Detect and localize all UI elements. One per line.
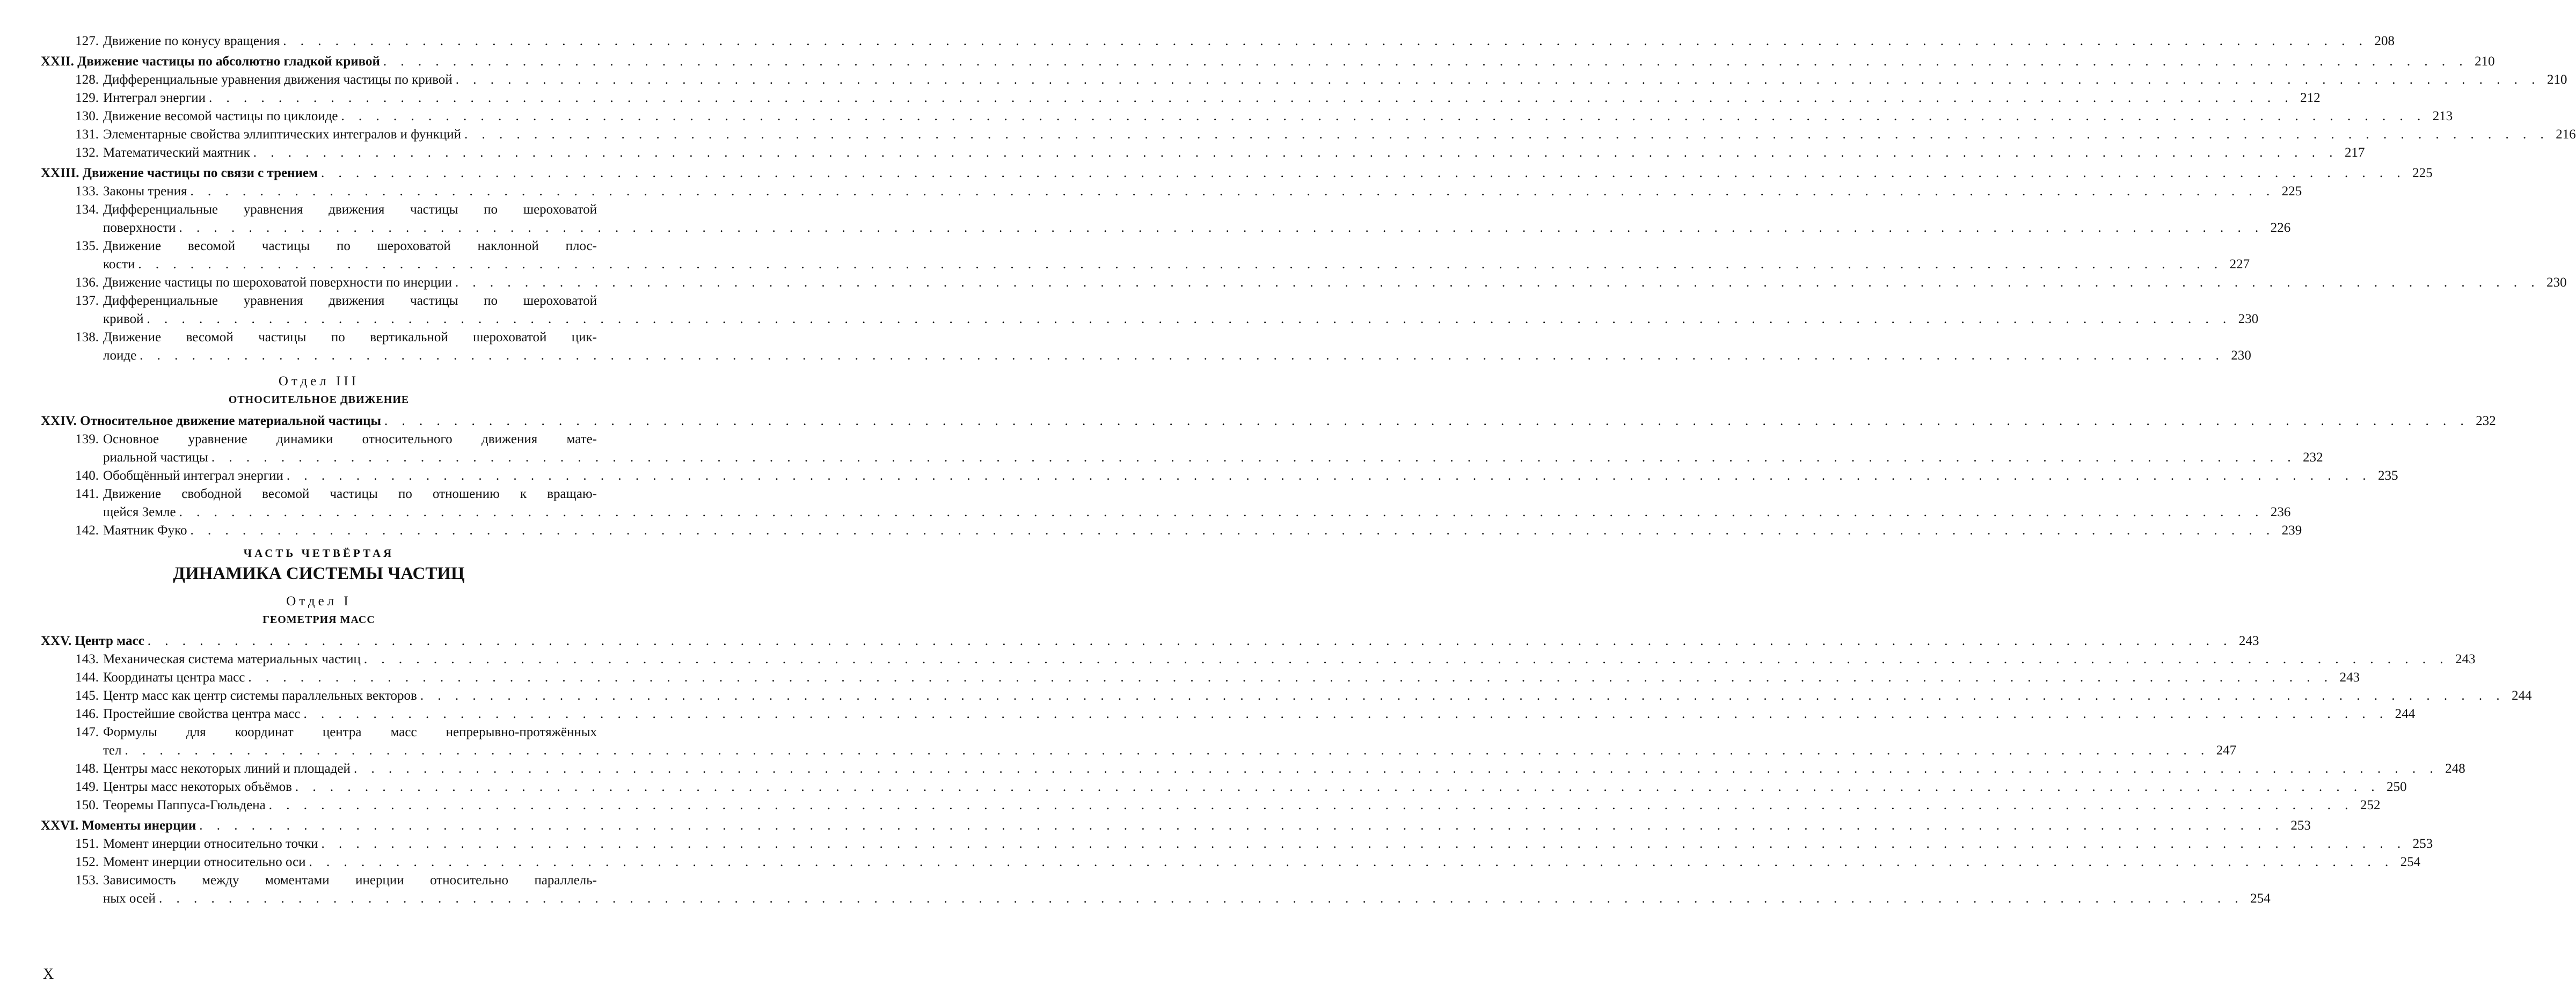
entry-line: [103, 310, 2259, 328]
entry-title-continued: кривой: [103, 312, 144, 326]
entry-number: 140.: [75, 468, 99, 483]
leader-dots: . . . . . . . . . . . . . . . . . . . . . . . . . . . . . . . . . . . . . . . . . . . . . . . . . . . . . . . . . . . . . . . . . . . . . . . . . . . . . . . . . . . . . . . . . . . . . . . . . . . . . . . . . . . . . . . . . . . . . . . .: [321, 166, 2406, 180]
entry-body: [41, 632, 2259, 650]
entry-body: [103, 835, 2433, 853]
entry-number: 141.: [75, 487, 99, 501]
entry-body: [41, 817, 2311, 835]
section-entry: [41, 760, 2465, 778]
entry-number: XXII.: [41, 54, 74, 69]
entry-body: [103, 32, 2395, 50]
entry-title: Механическая система материальных частиц: [103, 652, 361, 666]
page-ref: 225: [2281, 184, 2302, 199]
entry-title: Дифференциальные уравнения движения частицы по кривой: [103, 72, 453, 87]
leader-dots: . . . . . . . . . . . . . . . . . . . . . . . . . . . . . . . . . . . . . . . . . . . . . . . . . . . . . . . . . . . . . . . . . . . . . . . . . . . . . . . . . . . . . . . . . . . . . . . . . . . . . . . . . . . . . . . . . . . . . . . .: [295, 780, 2380, 794]
entry-line: [103, 705, 2416, 723]
part-heading: ДИНАМИКА СИСТЕМЫ ЧАСТИЦ: [173, 564, 465, 583]
section-entry: [41, 796, 2381, 815]
entry-body: [103, 853, 2421, 871]
page-ref: 236: [2270, 505, 2291, 519]
entry-line: [103, 835, 2433, 853]
leader-dots: . . . . . . . . . . . . . . . . . . . . . . . . . . . . . . . . . . . . . . . . . . . . . . . . . . . . . . . . . . . . . . . . . . . . . . . . . . . . . . . . . . . . . . . . . . . . . . . . . . . . . . . . . . . . . . . . . . . . . . . .: [341, 109, 2426, 123]
entry-number: XXV.: [41, 634, 72, 648]
page-ref: 250: [2387, 780, 2407, 794]
leader-dots: . . . . . . . . . . . . . . . . . . . . . . . . . . . . . . . . . . . . . . . . . . . . . . . . . . . . . . . . . . . . . . . . . . . . . . . . . . . . . . . . . . . . . . . . . . . . . . . . . . . . . . . . . . . . . . . . . . . . . . . .: [208, 91, 2294, 105]
entry-number: 147.: [75, 725, 99, 739]
entry-body: [103, 107, 2453, 126]
entry-title: Законы трения: [103, 184, 187, 199]
section-entry: [41, 723, 2237, 760]
entry-number: XXIV.: [41, 414, 77, 428]
entry-line: [103, 669, 2360, 687]
entry-title: Интеграл энергии: [103, 91, 206, 105]
entry-body: [103, 89, 2320, 107]
entry-title: Движение частицы по шероховатой поверхности по инерции: [103, 275, 452, 290]
page-ref: 253: [2412, 837, 2433, 851]
entry-number: 128.: [75, 72, 99, 87]
entry-body: [103, 467, 2398, 485]
leader-dots: . . . . . . . . . . . . . . . . . . . . . . . . . . . . . . . . . . . . . . . . . . . . . . . . . . . . . . . . . . . . . . . . . . . . . . . . . . . . . . . . . . . . . . . . . . . . . . . . . . . . . . . . . . . . . . . . . . . . . . . .: [383, 54, 2468, 69]
entry-title: Математический маятник: [103, 145, 250, 160]
entry-title-text: Моменты инерции: [82, 818, 196, 833]
leader-dots: . . . . . . . . . . . . . . . . . . . . . . . . . . . . . . . . . . . . . . . . . . . . . . . . . . . . . . . . . . . . . . . . . . . . . . . . . . . . . . . . . . . . . . . . . . . . . . . . . . . . . . . . . . . . . . . . . . . . . . . .: [248, 670, 2333, 685]
page-ref: 227: [2229, 257, 2250, 272]
entry-line: [103, 467, 2398, 485]
entry-number: 135.: [75, 239, 99, 253]
entry-title: Момент инерции относительно оси: [103, 855, 306, 869]
leader-dots: . . . . . . . . . . . . . . . . . . . . . . . . . . . . . . . . . . . . . . . . . . . . . . . . . . . . . . . . . . . . . . . . . . . . . . . . . . . . . . . . . . . . . . . . . . . . . . . . . . . . . . . . . . . . . . . . . . . . . . . .: [190, 184, 2275, 199]
entry-body: [41, 53, 2495, 71]
entry-line: [103, 853, 2421, 871]
entry-number: 144.: [75, 670, 99, 685]
part-heading: ОТНОСИТЕЛЬНОЕ ДВИЖЕНИЕ: [228, 394, 410, 406]
entry-number: 146.: [75, 707, 99, 721]
section-entry: [41, 144, 2365, 162]
entry-line: [103, 347, 2251, 365]
entry-title: Центры масс некоторых объёмов: [103, 780, 292, 794]
entry-body: [103, 705, 2416, 723]
section-entry: [41, 182, 2302, 201]
entry-title: Основное уравнение динамики относительного движения мате-: [103, 432, 597, 446]
section-entry: [41, 669, 2360, 687]
entry-title: Движение по конусу вращения: [103, 34, 280, 48]
leader-dots: . . . . . . . . . . . . . . . . . . . . . . . . . . . . . . . . . . . . . . . . . . . . . . . . . . . . . . . . . . . . . . . . . . . . . . . . . . . . . . . . . . . . . . . . . . . . . . . . . . . . . . . . . . . . . . . . . . . . . . . .: [455, 72, 2541, 87]
entry-body: [103, 778, 2407, 796]
part-heading: Отдел III: [278, 374, 360, 388]
entry-body: [103, 687, 2532, 705]
entry-number: 145.: [75, 688, 99, 703]
page-ref: 217: [2344, 145, 2365, 160]
page-ref: 253: [2290, 818, 2311, 833]
part-heading: ГЕОМЕТРИЯ МАСС: [262, 614, 375, 626]
entry-number: 139.: [75, 432, 99, 446]
leader-dots: . . . . . . . . . . . . . . . . . . . . . . . . . . . . . . . . . . . . . . . . . . . . . . . . . . . . . . . . . . . . . . . . . . . . . . . . . . . . . . . . . . . . . . . . . . . . . . . . . . . . . . . . . . . . . . . . . . . . . . . .: [321, 837, 2406, 851]
entry-number: 131.: [75, 127, 99, 142]
entry-line: [103, 219, 2291, 237]
chapter-entry: [41, 164, 2433, 182]
leader-dots: . . . . . . . . . . . . . . . . . . . . . . . . . . . . . . . . . . . . . . . . . . . . . . . . . . . . . . . . . . . . . . . . . . . . . . . . . . . . . . . . . . . . . . . . . . . . . . . . . . . . . . . . . . . . . . . . . . . . . . . .: [125, 743, 2210, 758]
entry-title: Движение весомой частицы по шероховатой наклонной плос-: [103, 239, 597, 253]
entry-number: 127.: [75, 34, 99, 48]
entry-title-continued: риальной частицы: [103, 450, 208, 465]
page-ref: 244: [2395, 707, 2416, 721]
entry-line: [103, 778, 2407, 796]
chapter-entry: [41, 817, 2311, 835]
entry-number: 143.: [75, 652, 99, 666]
entry-title-text: Относительное движение материальной частицы: [80, 414, 381, 428]
page-ref: 243: [2339, 670, 2360, 685]
entry-line: [103, 107, 2453, 126]
entry-body: [103, 650, 2476, 669]
section-entry: [41, 778, 2407, 796]
section-entry: [41, 126, 2576, 144]
entry-number: 129.: [75, 91, 99, 105]
entry-body: [103, 126, 2576, 144]
section-entry: [41, 71, 2567, 89]
entry-body: [103, 144, 2365, 162]
part-heading: Отдел I: [286, 594, 352, 609]
entry-title-continued: тел: [103, 743, 122, 758]
entry-title: Теоремы Паппуса-Гюльдена: [103, 798, 266, 812]
section-entry: [41, 32, 2395, 50]
entry-title: Обобщённый интеграл энергии: [103, 468, 283, 483]
page-ref: 243: [2238, 634, 2259, 648]
page-ref: 230: [2238, 312, 2259, 326]
entry-number: XXIII.: [41, 166, 79, 180]
entry-title-continued: щейся Земле: [103, 505, 176, 519]
entry-title-continued: поверхности: [103, 221, 176, 235]
page-ref: 225: [2412, 166, 2433, 180]
page-ref: 239: [2281, 523, 2302, 538]
page-ref: 247: [2216, 743, 2237, 758]
entry-title-text: Центр масс: [75, 634, 144, 648]
page-ref: 210: [2546, 72, 2567, 87]
section-entry: [41, 274, 2567, 292]
leader-dots: . . . . . . . . . . . . . . . . . . . . . . . . . . . . . . . . . . . . . . . . . . . . . . . . . . . . . . . . . . . . . . . . . . . . . . . . . . . . . . . . . . . . . . . . . . . . . . . . . . . . . . . . . . . . . . . . . . . . . . . .: [140, 348, 2224, 363]
entry-title-continued: лоиде: [103, 348, 137, 363]
chapter-entry: [41, 412, 2496, 430]
page-number: X: [43, 966, 54, 983]
entry-number: 130.: [75, 109, 99, 123]
section-entry: [41, 705, 2416, 723]
section-entry: [41, 430, 2323, 467]
page-ref: 210: [2475, 54, 2495, 69]
entry-line: [41, 53, 2495, 71]
entry-body: [103, 669, 2360, 687]
entry-number: 142.: [75, 523, 99, 538]
leader-dots: . . . . . . . . . . . . . . . . . . . . . . . . . . . . . . . . . . . . . . . . . . . . . . . . . . . . . . . . . . . . . . . . . . . . . . . . . . . . . . . . . . . . . . . . . . . . . . . . . . . . . . . . . . . . . . . . . . . . . . . .: [309, 855, 2394, 869]
leader-dots: . . . . . . . . . . . . . . . . . . . . . . . . . . . . . . . . . . . . . . . . . . . . . . . . . . . . . . . . . . . . . . . . . . . . . . . . . . . . . . . . . . . . . . . . . . . . . . . . . . . . . . . . . . . . . . . . . . . . . . . .: [303, 707, 2389, 721]
page-ref: 244: [2512, 688, 2532, 703]
entry-body: [103, 182, 2302, 201]
entry-title: [41, 53, 380, 71]
entry-number: 136.: [75, 275, 99, 290]
entry-number: 152.: [75, 855, 99, 869]
section-entry: [41, 292, 2259, 328]
leader-dots: . . . . . . . . . . . . . . . . . . . . . . . . . . . . . . . . . . . . . . . . . . . . . . . . . . . . . . . . . . . . . . . . . . . . . . . . . . . . . . . . . . . . . . . . . . . . . . . . . . . . . . . . . . . . . . . . . . . . . . . .: [199, 818, 2285, 833]
entry-line: [41, 164, 2433, 182]
table-of-contents: [41, 32, 2576, 908]
section-entry: [41, 687, 2532, 705]
section-entry: [41, 650, 2476, 669]
entry-line: [41, 632, 2259, 650]
leader-dots: . . . . . . . . . . . . . . . . . . . . . . . . . . . . . . . . . . . . . . . . . . . . . . . . . . . . . . . . . . . . . . . . . . . . . . . . . . . . . . . . . . . . . . . . . . . . . . . . . . . . . . . . . . . . . . . . . . . . . . . .: [353, 761, 2439, 776]
entry-title: [41, 164, 318, 182]
entry-title: Дифференциальные уравнения движения частицы по шероховатой: [103, 202, 597, 217]
entry-line: [103, 760, 2465, 778]
entry-title: Движение весомой частицы по вертикальной шероховатой цик-: [103, 330, 597, 344]
entry-line: [41, 817, 2311, 835]
section-entry: [41, 201, 2291, 237]
entry-body: [103, 237, 2250, 274]
entry-title: Центры масс некоторых линий и площадей: [103, 761, 351, 776]
entry-number: 148.: [75, 761, 99, 776]
page-ref: 216: [2556, 127, 2576, 142]
entry-title-text: Движение частицы по абсолютно гладкой кривой: [77, 54, 380, 69]
page-ref: 230: [2231, 348, 2251, 363]
entry-line: [103, 890, 2271, 908]
section-entry: [41, 485, 2291, 522]
section-entry: [41, 467, 2398, 485]
page-ref: 208: [2374, 34, 2395, 48]
entry-number: 138.: [75, 330, 99, 344]
entry-number: 132.: [75, 145, 99, 160]
entry-body: [103, 760, 2465, 778]
entry-title: Центр масс как центр системы параллельных векторов: [103, 688, 417, 703]
leader-dots: . . . . . . . . . . . . . . . . . . . . . . . . . . . . . . . . . . . . . . . . . . . . . . . . . . . . . . . . . . . . . . . . . . . . . . . . . . . . . . . . . . . . . . . . . . . . . . . . . . . . . . . . . . . . . . . . . . . . . . . .: [420, 688, 2505, 703]
page-ref: 230: [2546, 275, 2567, 290]
leader-dots: . . . . . . . . . . . . . . . . . . . . . . . . . . . . . . . . . . . . . . . . . . . . . . . . . . . . . . . . . . . . . . . . . . . . . . . . . . . . . . . . . . . . . . . . . . . . . . . . . . . . . . . . . . . . . . . . . . . . . . . .: [455, 275, 2540, 290]
entry-line: [103, 274, 2567, 292]
entry-body: [103, 328, 2251, 365]
leader-dots: . . . . . . . . . . . . . . . . . . . . . . . . . . . . . . . . . . . . . . . . . . . . . . . . . . . . . . . . . . . . . . . . . . . . . . . . . . . . . . . . . . . . . . . . . . . . . . . . . . . . . . . . . . . . . . . . . . . . . . . .: [384, 414, 2469, 428]
entry-body: [103, 274, 2567, 292]
entry-body: [103, 485, 2291, 522]
entry-line: [103, 687, 2532, 705]
entry-body: [41, 164, 2433, 182]
entry-line: [103, 71, 2567, 89]
section-entry: [41, 237, 2250, 274]
leader-dots: . . . . . . . . . . . . . . . . . . . . . . . . . . . . . . . . . . . . . . . . . . . . . . . . . . . . . . . . . . . . . . . . . . . . . . . . . . . . . . . . . . . . . . . . . . . . . . . . . . . . . . . . . . . . . . . . . . . . . . . .: [179, 221, 2264, 235]
section-entry: [41, 107, 2453, 126]
leader-dots: . . . . . . . . . . . . . . . . . . . . . . . . . . . . . . . . . . . . . . . . . . . . . . . . . . . . . . . . . . . . . . . . . . . . . . . . . . . . . . . . . . . . . . . . . . . . . . . . . . . . . . . . . . . . . . . . . . . . . . . .: [363, 652, 2449, 666]
entry-number: 133.: [75, 184, 99, 199]
entry-title: Момент инерции относительно точки: [103, 837, 318, 851]
entry-line: [103, 126, 2576, 144]
page-ref: 254: [2250, 891, 2271, 906]
entry-title: [41, 412, 381, 430]
entry-number: 149.: [75, 780, 99, 794]
leader-dots: . . . . . . . . . . . . . . . . . . . . . . . . . . . . . . . . . . . . . . . . . . . . . . . . . . . . . . . . . . . . . . . . . . . . . . . . . . . . . . . . . . . . . . . . . . . . . . . . . . . . . . . . . . . . . . . . . . . . . . . .: [283, 34, 2368, 48]
entry-line: [103, 182, 2302, 201]
entry-line: [103, 32, 2395, 50]
entry-line: [103, 144, 2365, 162]
leader-dots: . . . . . . . . . . . . . . . . . . . . . . . . . . . . . . . . . . . . . . . . . . . . . . . . . . . . . . . . . . . . . . . . . . . . . . . . . . . . . . . . . . . . . . . . . . . . . . . . . . . . . . . . . . . . . . . . . . . . . . . .: [268, 798, 2354, 812]
page-ref: 243: [2455, 652, 2476, 666]
entry-title: Движение весомой частицы по циклоиде: [103, 109, 338, 123]
page-ref: 232: [2476, 414, 2496, 428]
leader-dots: . . . . . . . . . . . . . . . . . . . . . . . . . . . . . . . . . . . . . . . . . . . . . . . . . . . . . . . . . . . . . . . . . . . . . . . . . . . . . . . . . . . . . . . . . . . . . . . . . . . . . . . . . . . . . . . . . . . . . . . .: [211, 450, 2296, 465]
section-entry: [41, 89, 2320, 107]
entry-title: Координаты центра масс: [103, 670, 245, 685]
leader-dots: . . . . . . . . . . . . . . . . . . . . . . . . . . . . . . . . . . . . . . . . . . . . . . . . . . . . . . . . . . . . . . . . . . . . . . . . . . . . . . . . . . . . . . . . . . . . . . . . . . . . . . . . . . . . . . . . . . . . . . . .: [464, 127, 2549, 142]
leader-dots: . . . . . . . . . . . . . . . . . . . . . . . . . . . . . . . . . . . . . . . . . . . . . . . . . . . . . . . . . . . . . . . . . . . . . . . . . . . . . . . . . . . . . . . . . . . . . . . . . . . . . . . . . . . . . . . . . . . . . . . .: [147, 634, 2232, 648]
section-entry: [41, 835, 2433, 853]
entry-line: [103, 255, 2250, 274]
entry-body: [103, 292, 2259, 328]
section-entry: [41, 522, 2302, 540]
leader-dots: . . . . . . . . . . . . . . . . . . . . . . . . . . . . . . . . . . . . . . . . . . . . . . . . . . . . . . . . . . . . . . . . . . . . . . . . . . . . . . . . . . . . . . . . . . . . . . . . . . . . . . . . . . . . . . . . . . . . . . . .: [147, 312, 2232, 326]
page-ref: 254: [2400, 855, 2421, 869]
entry-body: [103, 723, 2237, 760]
entry-title: Маятник Фуко: [103, 523, 187, 538]
entry-line: [41, 412, 2496, 430]
entry-title: [41, 817, 196, 835]
entry-line: [103, 796, 2381, 815]
entry-body: [103, 430, 2323, 467]
entry-title: Формулы для координат центра масс непрерывно-протяжённых: [103, 725, 597, 739]
leader-dots: . . . . . . . . . . . . . . . . . . . . . . . . . . . . . . . . . . . . . . . . . . . . . . . . . . . . . . . . . . . . . . . . . . . . . . . . . . . . . . . . . . . . . . . . . . . . . . . . . . . . . . . . . . . . . . . . . . . . . . . .: [190, 523, 2275, 538]
page-ref: 212: [2300, 91, 2320, 105]
entry-number: 150.: [75, 798, 99, 812]
entry-number: 151.: [75, 837, 99, 851]
section-entry: [41, 871, 2271, 908]
page-ref: 252: [2360, 798, 2381, 812]
leader-dots: . . . . . . . . . . . . . . . . . . . . . . . . . . . . . . . . . . . . . . . . . . . . . . . . . . . . . . . . . . . . . . . . . . . . . . . . . . . . . . . . . . . . . . . . . . . . . . . . . . . . . . . . . . . . . . . . . . . . . . . .: [138, 257, 2223, 272]
entry-number: XXVI.: [41, 818, 79, 833]
chapter-entry: [41, 53, 2495, 71]
leader-dots: . . . . . . . . . . . . . . . . . . . . . . . . . . . . . . . . . . . . . . . . . . . . . . . . . . . . . . . . . . . . . . . . . . . . . . . . . . . . . . . . . . . . . . . . . . . . . . . . . . . . . . . . . . . . . . . . . . . . . . . .: [158, 891, 2244, 906]
entry-line: [103, 522, 2302, 540]
entry-title: Дифференциальные уравнения движения частицы по шероховатой: [103, 294, 597, 308]
entry-title-text: Движение частицы по связи с трением: [82, 166, 318, 180]
entry-title-continued: кости: [103, 257, 135, 272]
page-ref: 248: [2445, 761, 2465, 776]
entry-title: Движение свободной весомой частицы по отношению к вращаю-: [103, 487, 597, 501]
leader-dots: . . . . . . . . . . . . . . . . . . . . . . . . . . . . . . . . . . . . . . . . . . . . . . . . . . . . . . . . . . . . . . . . . . . . . . . . . . . . . . . . . . . . . . . . . . . . . . . . . . . . . . . . . . . . . . . . . . . . . . . .: [253, 145, 2338, 160]
section-entry: [41, 853, 2421, 871]
entry-line: [103, 503, 2291, 522]
entry-title-continued: ных осей: [103, 891, 156, 906]
entry-line: [103, 742, 2237, 760]
leader-dots: . . . . . . . . . . . . . . . . . . . . . . . . . . . . . . . . . . . . . . . . . . . . . . . . . . . . . . . . . . . . . . . . . . . . . . . . . . . . . . . . . . . . . . . . . . . . . . . . . . . . . . . . . . . . . . . . . . . . . . . .: [286, 468, 2371, 483]
page-ref: 226: [2270, 221, 2291, 235]
entry-number: 137.: [75, 294, 99, 308]
part-heading: ЧАСТЬ ЧЕТВЁРТАЯ: [243, 547, 395, 560]
page-ref: 235: [2378, 468, 2398, 483]
entry-body: [103, 871, 2271, 908]
entry-body: [41, 412, 2496, 430]
entry-title: Элементарные свойства эллиптических интегралов и функций: [103, 127, 462, 142]
entry-number: 134.: [75, 202, 99, 217]
page-ref: 232: [2303, 450, 2323, 465]
chapter-entry: [41, 632, 2259, 650]
entry-title: [41, 632, 144, 650]
entry-title: Простейшие свойства центра масс: [103, 707, 301, 721]
page-ref: 213: [2432, 109, 2453, 123]
entry-body: [103, 796, 2381, 815]
entry-body: [103, 201, 2291, 237]
section-entry: [41, 328, 2251, 365]
entry-number: 153.: [75, 873, 99, 888]
entry-body: [103, 522, 2302, 540]
entry-body: [103, 71, 2567, 89]
entry-line: [103, 89, 2320, 107]
leader-dots: . . . . . . . . . . . . . . . . . . . . . . . . . . . . . . . . . . . . . . . . . . . . . . . . . . . . . . . . . . . . . . . . . . . . . . . . . . . . . . . . . . . . . . . . . . . . . . . . . . . . . . . . . . . . . . . . . . . . . . . .: [179, 505, 2264, 519]
entry-line: [103, 650, 2476, 669]
entry-title: Зависимость между моментами инерции относительно параллель-: [103, 873, 597, 888]
entry-line: [103, 449, 2323, 467]
